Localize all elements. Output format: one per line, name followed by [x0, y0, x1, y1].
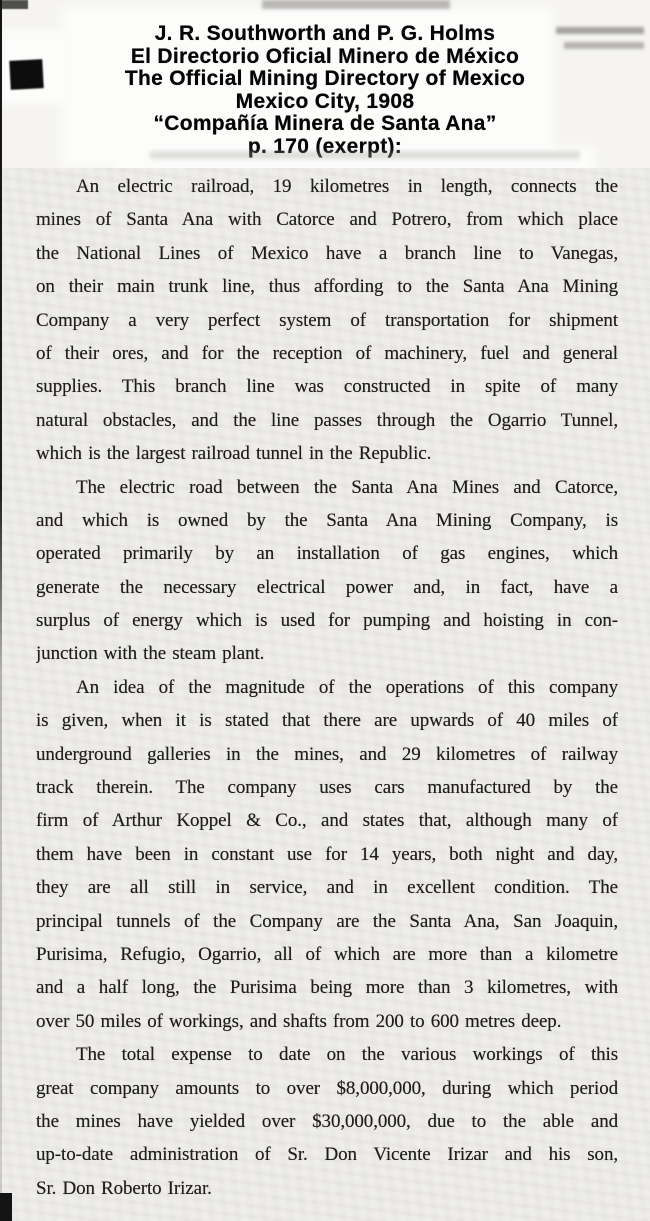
- body-line: which is the largest railroad tunnel in the Republic.: [36, 443, 432, 465]
- body-line: mines of Santa Ana with Catorce and Potrero, from which place: [36, 209, 618, 231]
- body-line: firm of Arthur Koppel & Co., and states that, although many of: [36, 810, 618, 832]
- header-city-year: Mexico City, 1908: [235, 89, 415, 113]
- paragraph: [36, 671, 618, 1038]
- body-line: An electric railroad, 19 kilometres in length, connects the: [76, 176, 618, 197]
- body-line: The electric road between the Santa Ana Mines and Catorce,: [76, 476, 618, 498]
- body-line: is given, when it is stated that there are upwards of 40 miles of: [36, 710, 618, 732]
- paragraph: [36, 170, 618, 471]
- body-line: The total expense to date on the various workings of this: [76, 1044, 618, 1066]
- header-page-reference: p. 170 (exerpt):: [247, 134, 403, 158]
- body-line: underground galleries in the mines, and 29 kilometres of railway: [36, 743, 618, 765]
- body-line: track therein. The company uses cars manufactured by the: [36, 777, 618, 799]
- header-title-spanish: El Directorio Oficial Minero de México: [130, 44, 520, 68]
- body-line: and which is owned by the Santa Ana Mining Company, is: [36, 509, 618, 531]
- scan-ghost-mark: [556, 27, 644, 34]
- body-line: An idea of the magnitude of the operations of this company: [76, 676, 618, 698]
- body-line: the National Lines of Mexico have a branch line to Vanegas,: [36, 242, 618, 264]
- header-authors: J. R. Southworth and P. G. Holms: [154, 22, 496, 45]
- body-line: and a half long, the Purisima being more than 3 kilometres, with: [36, 977, 618, 999]
- body-line: they are all still in service, and in excellent condition. The: [36, 877, 618, 899]
- body-line: the mines have yielded over $30,000,000, due to the able and: [36, 1110, 618, 1132]
- body-line: over 50 miles of workings, and shafts from 200 to 600 metres deep.: [36, 1010, 562, 1032]
- paragraph: [36, 471, 618, 671]
- body-line: operated primarily by an installation of gas engines, which: [36, 543, 618, 565]
- scan-smudge: [262, 0, 450, 9]
- body-line: principal tunnels of the Company are the Santa Ana, San Joaquin,: [36, 910, 618, 932]
- body-line: generate the necessary electrical power and, in fact, have a: [36, 576, 618, 598]
- excerpt-text: [36, 170, 618, 1205]
- body-line: Purisima, Refugio, Ogarrio, all of which are more than a kilometre: [36, 943, 618, 965]
- body-line: great company amounts to over $8,000,000, during which period: [36, 1077, 618, 1099]
- scan-artifact-blob: [9, 59, 43, 90]
- document-header: [0, 23, 650, 159]
- body-line: surplus of energy which is used for pumping and hoisting in con-: [36, 610, 618, 632]
- body-line: of their ores, and for the reception of machinery, fuel and general: [36, 342, 618, 364]
- body-line: on their main trunk line, thus affording to the Santa Ana Mining: [36, 276, 618, 298]
- body-line: Sr. Don Roberto Irizar.: [36, 1177, 212, 1199]
- scan-artifact-corner: [0, 1193, 12, 1221]
- body-line: junction with the steam plant.: [36, 643, 265, 665]
- body-line: supplies. This branch line was constructed in spite of many: [36, 376, 618, 398]
- scan-ghost-mark: [564, 42, 644, 49]
- scan-artifact-corner: [0, 0, 28, 9]
- scan-ghosting: [556, 27, 648, 67]
- header-company-name: “Compañía Minera de Santa Ana”: [153, 112, 497, 136]
- body-line: up-to-date administration of Sr. Don Vicente Irizar and his son,: [36, 1144, 618, 1166]
- scan-edge-line: [0, 0, 2, 1221]
- header-zone: [0, 0, 650, 168]
- body-line: natural obstacles, and the line passes through the Ogarrio Tunnel,: [36, 409, 618, 431]
- header-title-english: The Official Mining Directory of Mexico: [124, 67, 526, 91]
- body-line: them have been in constant use for 14 years, both night and day,: [36, 843, 618, 865]
- scan-smudge: [150, 151, 580, 159]
- body-line: Company a very perfect system of transportation for shipment: [36, 309, 618, 331]
- paragraph: [36, 1038, 618, 1205]
